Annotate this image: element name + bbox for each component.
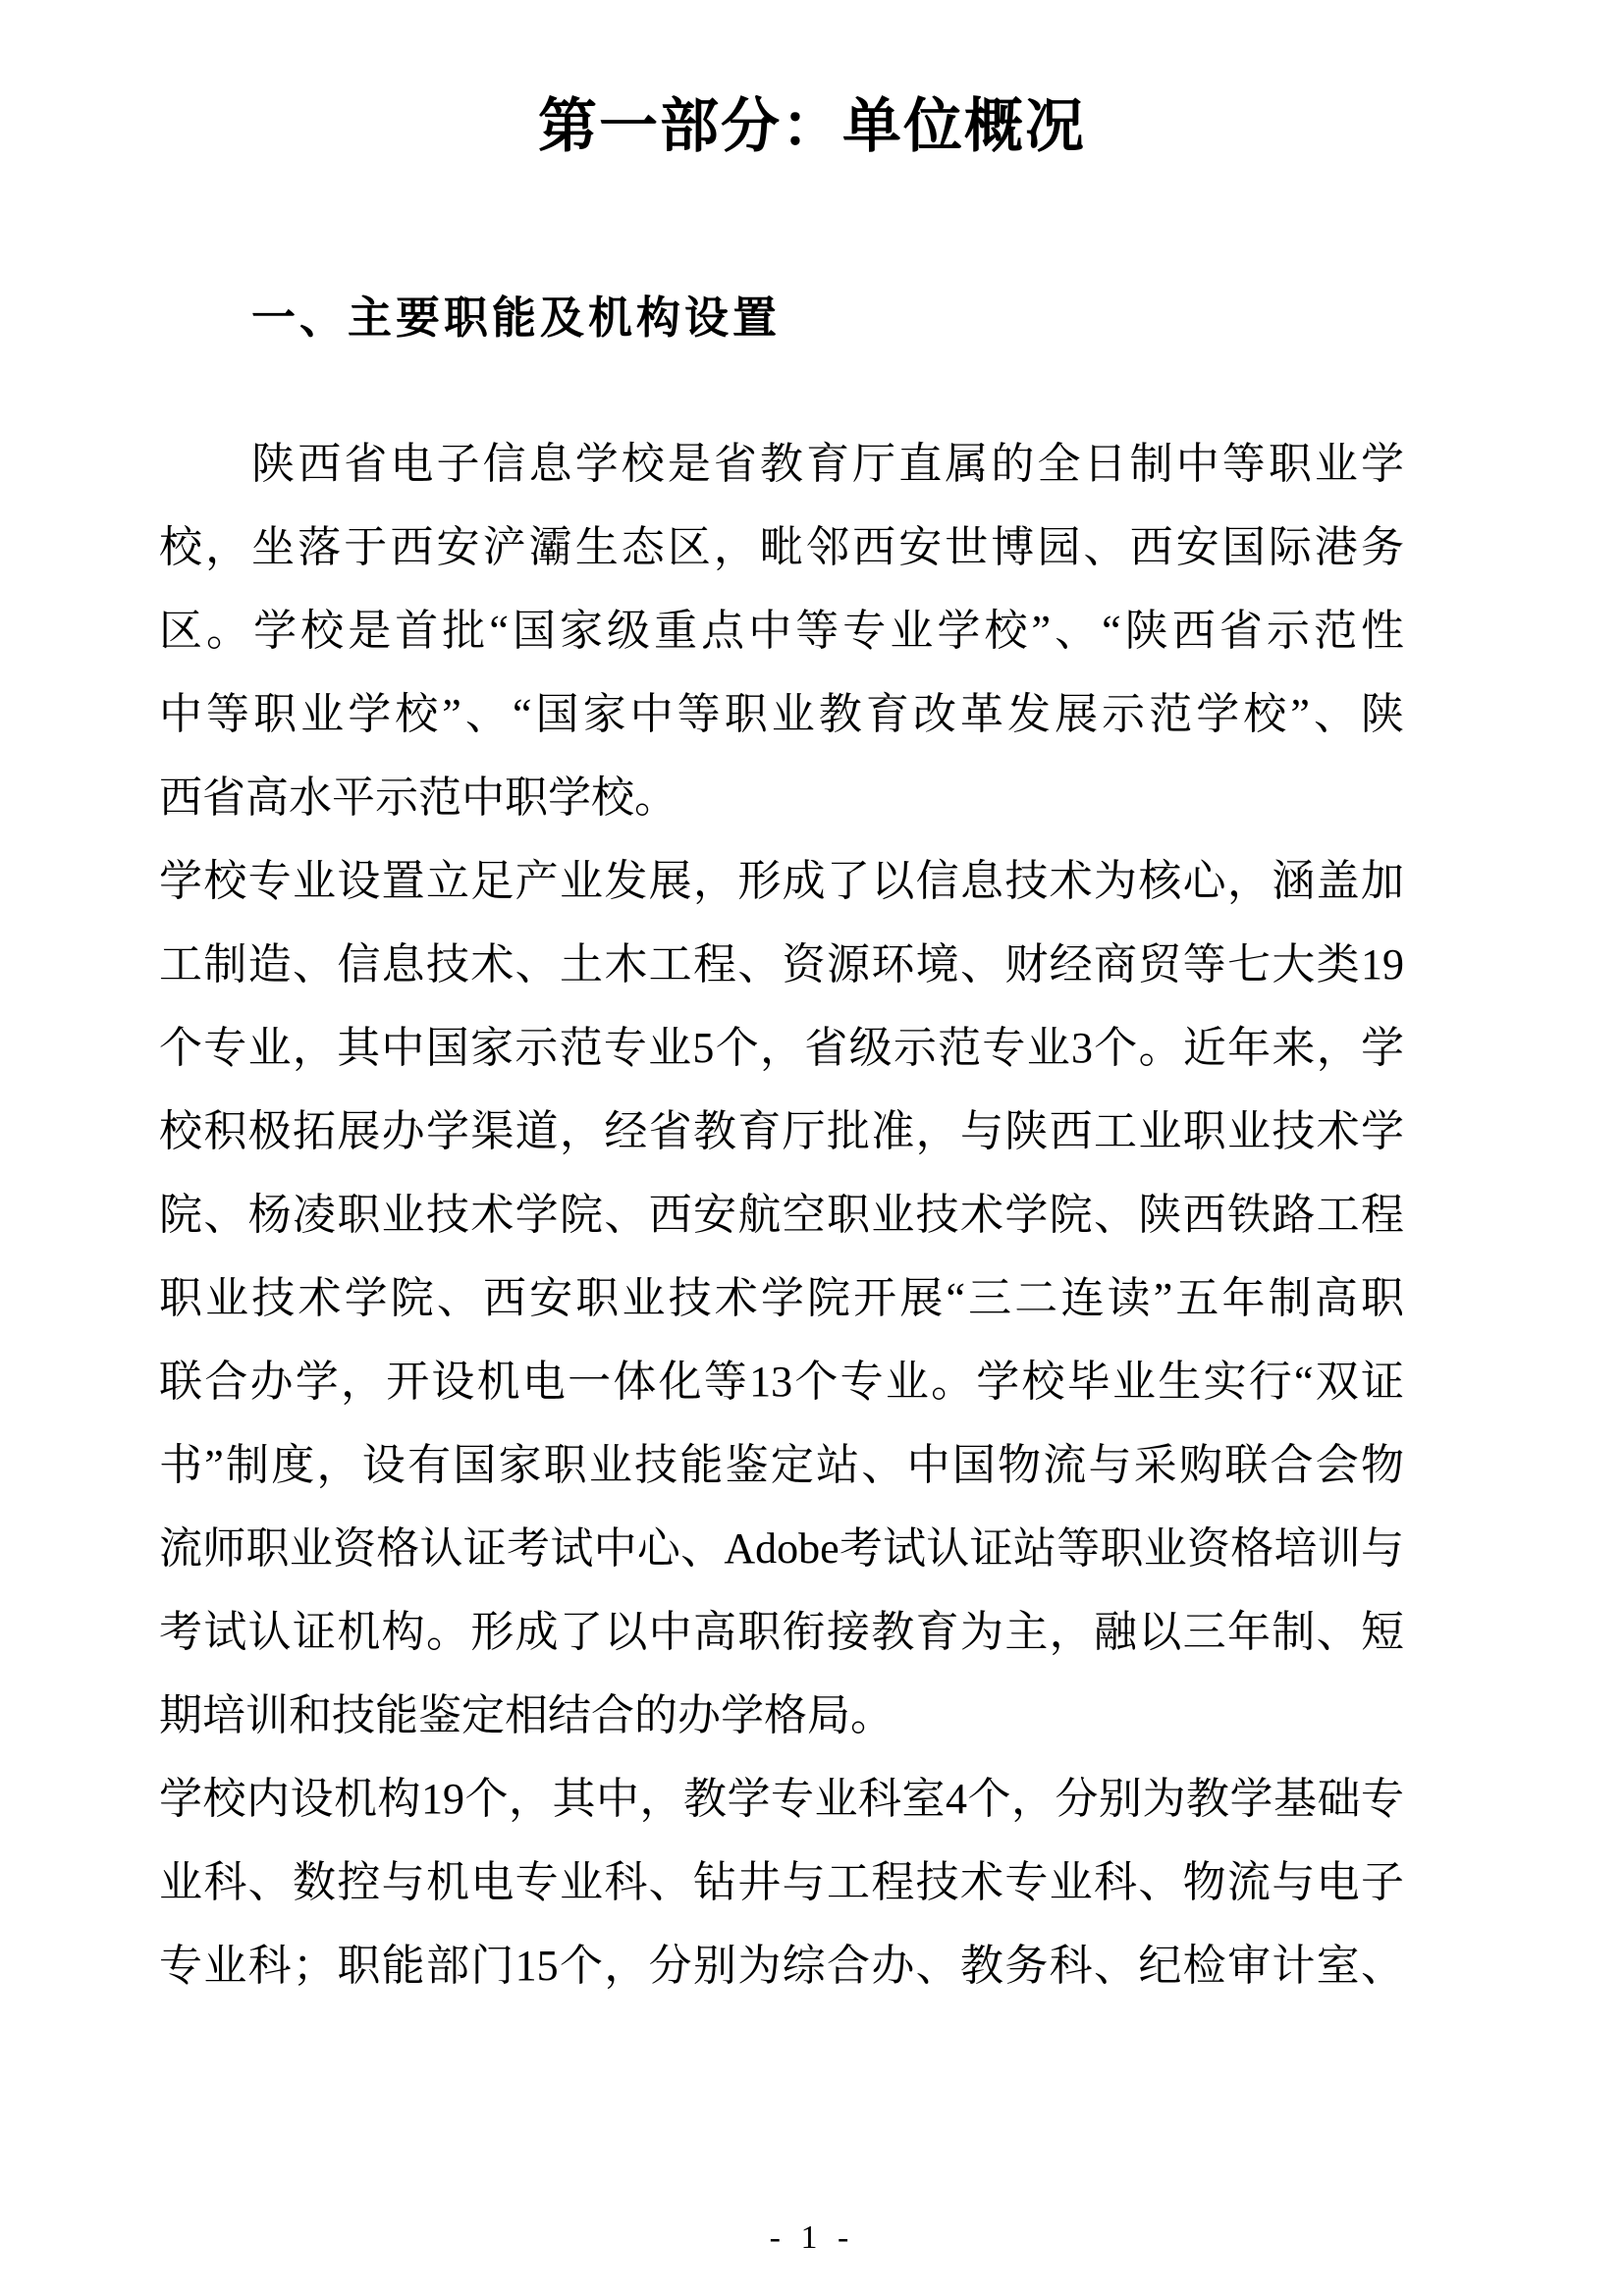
body-line: 区。学校是首批“国家级重点中等专业学校”、“陕西省示范性 <box>159 607 1404 655</box>
body-line: 学校专业设置立足产业发展，形成了以信息技术为核心，涵盖加 <box>159 857 1404 905</box>
body-line: 西省高水平示范中职学校。 <box>159 774 677 822</box>
body-line: 职业技术学院、西安职业技术学院开展“三二连读”五年制高职 <box>159 1274 1404 1322</box>
body-line: 专业科；职能部门15个，分别为综合办、教务科、纪检审计室、 <box>159 1942 1404 1990</box>
body-line: 个专业，其中国家示范专业5个，省级示范专业3个。近年来，学 <box>159 1024 1404 1072</box>
body-line: 联合办学，开设机电一体化等13个专业。学校毕业生实行“双证 <box>159 1358 1404 1406</box>
body-line: 书”制度，设有国家职业技能鉴定站、中国物流与采购联合会物 <box>159 1441 1404 1489</box>
body-line: 考试认证机构。形成了以中高职衔接教育为主，融以三年制、短 <box>159 1608 1404 1656</box>
page-number: - 1 - <box>769 2219 855 2256</box>
body-line: 校，坐落于西安浐灞生态区，毗邻西安世博园、西安国际港务 <box>159 523 1404 571</box>
body-line: 学校内设机构19个，其中，教学专业科室4个，分别为教学基础专 <box>159 1775 1404 1823</box>
body-line: 中等职业学校”、“国家中等职业教育改革发展示范学校”、陕 <box>159 690 1404 738</box>
body-text <box>159 422 1404 2007</box>
body-line: 院、杨凌职业技术学院、西安航空职业技术学院、陕西铁路工程 <box>159 1191 1404 1239</box>
body-line: 校积极拓展办学渠道，经省教育厅批准，与陕西工业职业技术学 <box>159 1107 1404 1155</box>
page-title: 第一部分：单位概况 <box>538 93 1086 159</box>
body-line: 工制造、信息技术、土木工程、资源环境、财经商贸等七大类19 <box>159 940 1404 988</box>
body-line: 业科、数控与机电专业科、钻井与工程技术专业科、物流与电子 <box>159 1858 1404 1906</box>
body-line: 流师职业资格认证考试中心、Adobe考试认证站等职业资格培训与 <box>159 1524 1404 1573</box>
section-heading: 一、主要职能及机构设置 <box>251 293 782 343</box>
body-line: 期培训和技能鉴定相结合的办学格局。 <box>159 1691 893 1739</box>
body-line: 陕西省电子信息学校是省教育厅直属的全日制中等职业学 <box>159 440 1404 488</box>
